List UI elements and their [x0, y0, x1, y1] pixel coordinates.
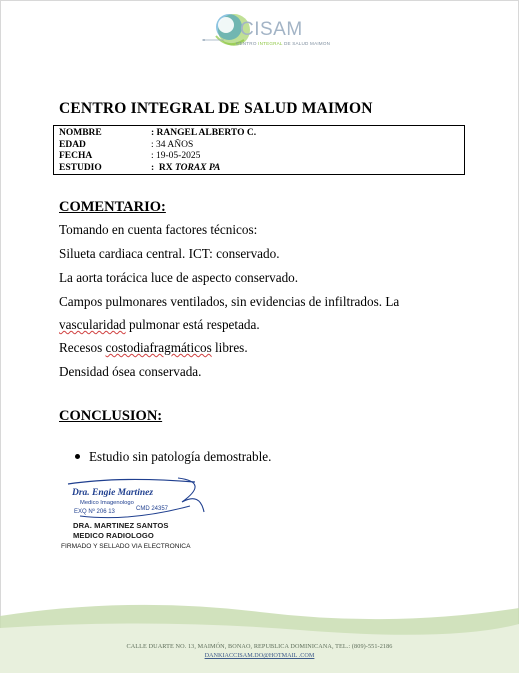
- comment-line: [59, 340, 248, 356]
- comment-line: Densidad ósea conservada.: [59, 364, 202, 379]
- comment-line: Campos pulmonares ventilados, sin evidencias de infiltrados. La: [59, 294, 400, 309]
- comment-title: COMENTARIO:: [59, 199, 166, 215]
- signature-stamp-icon: [60, 472, 215, 524]
- logo-name: CISAM: [240, 19, 303, 40]
- comment-line: [59, 317, 260, 333]
- doctor-name: DRA. MARTINEZ SANTOS: [73, 521, 169, 530]
- comment-line-rest: pulmonar está respetada.: [125, 317, 260, 332]
- study-label: ESTUDIO: [59, 162, 102, 173]
- doctor-role: MEDICO RADIOLOGO: [73, 531, 154, 540]
- comment-line: La aorta torácica luce de aspecto conservado.: [59, 270, 299, 285]
- signature-note: FIRMADO Y SELLADO VIA ELECTRONICA: [61, 543, 191, 550]
- age-value: : 34 AÑOS: [151, 139, 194, 150]
- study-name: TORAX PA: [175, 162, 221, 173]
- stamp-title: Medico Imagenologo: [80, 500, 134, 506]
- spell-flag-word: costodiafragmáticos: [105, 340, 212, 355]
- logo-subtitle-right: DE SALUD MAIMON: [283, 41, 331, 46]
- name-value: : RANGEL ALBERTO C.: [151, 128, 257, 138]
- logo-subtitle-mid: INTEGRAL: [258, 41, 283, 46]
- footer-address: CALLE DUARTE NO. 13, MAIMÓN, BONAO, REPUBLICA DOMINICANA, TEL.: (809)-551-2186: [126, 643, 393, 650]
- stamp-name: Dra. Engie Martinez: [72, 488, 154, 498]
- comment-line: Tomando en cuenta factores técnicos:: [59, 222, 258, 237]
- stamp-exq: EXQ Nº 206 13: [74, 509, 115, 515]
- conclusion-title: CONCLUSION:: [59, 408, 163, 424]
- footer-email-link[interactable]: DANKIACCISAM.DO@HOTMAIL .COM: [204, 652, 315, 659]
- patient-date-row: [59, 151, 464, 163]
- date-value: : 19-05-2025: [151, 151, 201, 161]
- age-label: EDAD: [59, 139, 86, 150]
- patient-study-row: [59, 163, 464, 175]
- comment-line-rest: libres.: [211, 340, 248, 355]
- patient-name-row: [59, 128, 464, 140]
- conclusion-item: Estudio sin patología demostrable.: [89, 449, 272, 464]
- name-label: NOMBRE: [59, 128, 102, 138]
- bullet-icon: [75, 454, 80, 459]
- comment-line: Silueta cardiaca central. ICT: conservado.: [59, 246, 280, 261]
- stamp-cmd: CMD 24357: [136, 506, 169, 512]
- logo-subtitle-left: CENTRO: [236, 41, 257, 46]
- date-label: FECHA: [59, 151, 93, 161]
- patient-info-box: [53, 125, 465, 175]
- center-title: CENTRO INTEGRAL DE SALUD MAIMON: [59, 100, 373, 117]
- study-prefix: : RX: [151, 162, 176, 173]
- comment-line-start: Recesos: [59, 340, 106, 355]
- logo-subtitle: [236, 41, 330, 46]
- footer-wave-decoration: [0, 598, 519, 673]
- spell-flag-word: vascularidad: [59, 317, 126, 332]
- study-value: [151, 163, 220, 173]
- patient-age-row: [59, 140, 464, 152]
